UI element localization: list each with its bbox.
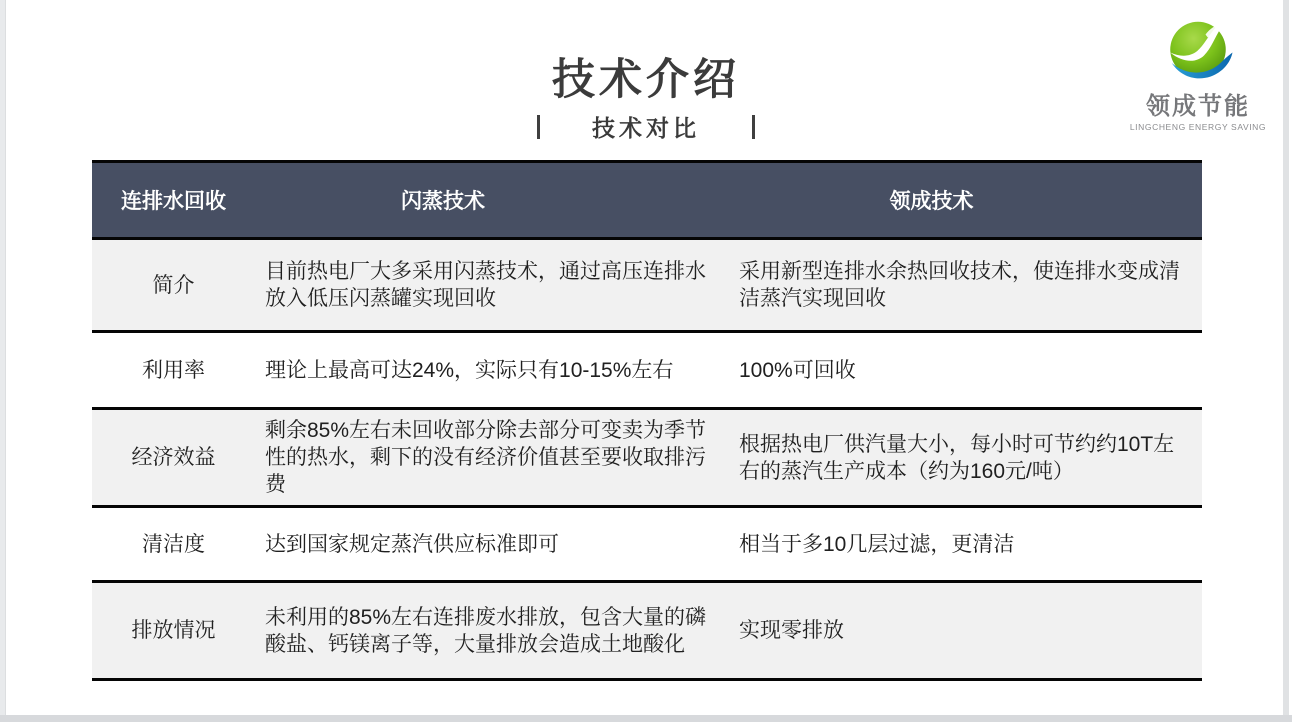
subtitle-right-bar bbox=[752, 115, 755, 139]
lingcheng-tech-cell: 100%可回收 bbox=[733, 332, 1202, 409]
flash-tech-cell: 剩余85%左右未回收部分除去部分可变卖为季节性的热水，剩下的没有经济价值甚至要收取排污费 bbox=[255, 409, 733, 507]
row-label: 利用率 bbox=[92, 332, 255, 409]
flash-tech-cell: 理论上最高可达24%，实际只有10-15%左右 bbox=[255, 332, 733, 409]
canvas-bottom-edge bbox=[0, 715, 1292, 722]
subtitle-left-bar bbox=[537, 115, 540, 139]
comparison-table bbox=[92, 160, 1202, 681]
page-title: 技术介绍 bbox=[552, 57, 740, 104]
table-row bbox=[92, 332, 1202, 409]
row-label: 经济效益 bbox=[92, 409, 255, 507]
company-logo bbox=[1118, 18, 1278, 132]
table-row bbox=[92, 582, 1202, 680]
lingcheng-sphere-icon bbox=[1160, 18, 1236, 84]
canvas-right-edge bbox=[1283, 0, 1289, 716]
column-header-flash-tech: 闪蒸技术 bbox=[255, 162, 733, 239]
row-label: 排放情况 bbox=[92, 582, 255, 680]
table-row bbox=[92, 507, 1202, 582]
column-header-lingcheng-tech: 领成技术 bbox=[733, 162, 1202, 239]
column-header-recovery: 连排水回收 bbox=[92, 162, 255, 239]
lingcheng-tech-cell: 实现零排放 bbox=[733, 582, 1202, 680]
row-label: 简介 bbox=[92, 239, 255, 332]
lingcheng-tech-cell: 采用新型连排水余热回收技术，使连排水变成清洁蒸汽实现回收 bbox=[733, 239, 1202, 332]
lingcheng-tech-cell: 根据热电厂供汽量大小，每小时可节约约10T左右的蒸汽生产成本（约为160元/吨） bbox=[733, 409, 1202, 507]
lingcheng-tech-cell: 相当于多10几层过滤，更清洁 bbox=[733, 507, 1202, 582]
table-row bbox=[92, 409, 1202, 507]
table-header-row bbox=[92, 162, 1202, 239]
company-name: 领成节能 bbox=[1146, 93, 1250, 120]
row-label: 清洁度 bbox=[92, 507, 255, 582]
company-name-en: LINGCHENG ENERGY SAVING bbox=[1129, 122, 1267, 132]
subtitle-text: 技术对比 bbox=[592, 115, 700, 141]
flash-tech-cell: 达到国家规定蒸汽供应标准即可 bbox=[255, 507, 733, 582]
flash-tech-cell: 未利用的85%左右连排废水排放，包含大量的磷酸盐、钙镁离子等，大量排放会造成土地酸化 bbox=[255, 582, 733, 680]
subtitle bbox=[0, 110, 1292, 143]
canvas-left-edge bbox=[0, 0, 6, 722]
table-row bbox=[92, 239, 1202, 332]
flash-tech-cell: 目前热电厂大多采用闪蒸技术，通过高压连排水放入低压闪蒸罐实现回收 bbox=[255, 239, 733, 332]
